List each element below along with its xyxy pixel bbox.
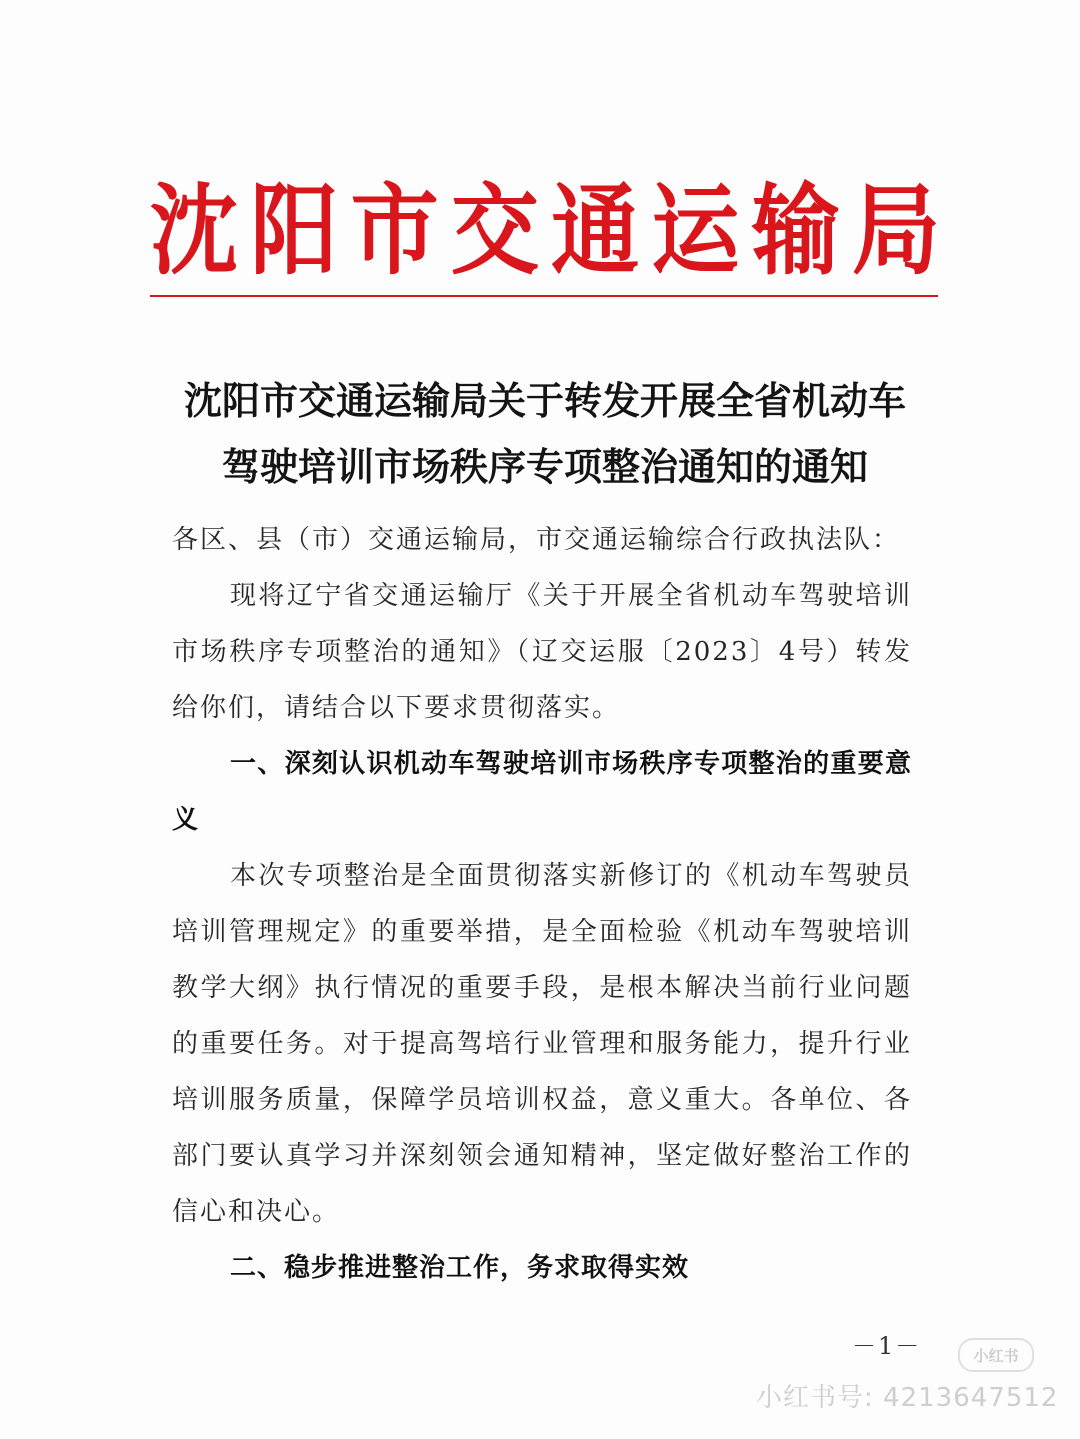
document-title-line-2: 驾驶培训市场秩序专项整治通知的通知 [221, 444, 868, 489]
letterhead-char: 输 [751, 171, 840, 289]
document-title-line-1: 沈阳市交通运输局关于转发开展全省机动车 [183, 378, 906, 423]
letterhead-title [150, 163, 940, 297]
letterhead-divider [150, 295, 938, 297]
letterhead-char: 沈 [150, 171, 239, 289]
letterhead-char: 通 [551, 171, 640, 289]
letterhead-char: 运 [651, 171, 740, 289]
letterhead-char: 阳 [250, 171, 339, 289]
addressee: 各区、县（市）交通运输局，市交通运输综合行政执法队： [172, 525, 901, 555]
letterhead-char: 市 [350, 171, 439, 289]
document-title [150, 368, 940, 500]
section-1-paragraph: 本次专项整治是全面贯彻落实新修订的《机动车驾驶员培训管理规定》的重要举措，是全面检验《机动车驾驶培训教学大纲》执行情况的重要手段，是根本解决当前行业问题的重要任务。对于提高驾培行业管理和服务能力，提升行业培训服务质量，保障学员培训权益，意义重大。各单位、各部门要认真学习并深刻领会通知精神，坚定做好整治工作的信心和决心。 [172, 861, 912, 1227]
intro-paragraph: 现将辽宁省交通运输厅《关于开展全省机动车驾驶培训市场秩序专项整治的通知》（辽交运服〔2023〕4号）转发给你们，请结合以下要求贯彻落实。 [172, 581, 912, 723]
section-2-heading: 二、稳步推进整治工作，务求取得实效 [230, 1253, 690, 1283]
document-body [172, 512, 912, 1296]
watermark-account-id: 小红书号: 4213647512 [756, 1383, 1059, 1413]
letterhead-char: 局 [851, 171, 940, 289]
section-1-heading: 一、深刻认识机动车驾驶培训市场秩序专项整治的重要意义 [172, 749, 912, 835]
watermark-logo: 小红书 [958, 1338, 1034, 1372]
page-number: －1－ [852, 1332, 922, 1360]
letterhead-char: 交 [450, 171, 539, 289]
